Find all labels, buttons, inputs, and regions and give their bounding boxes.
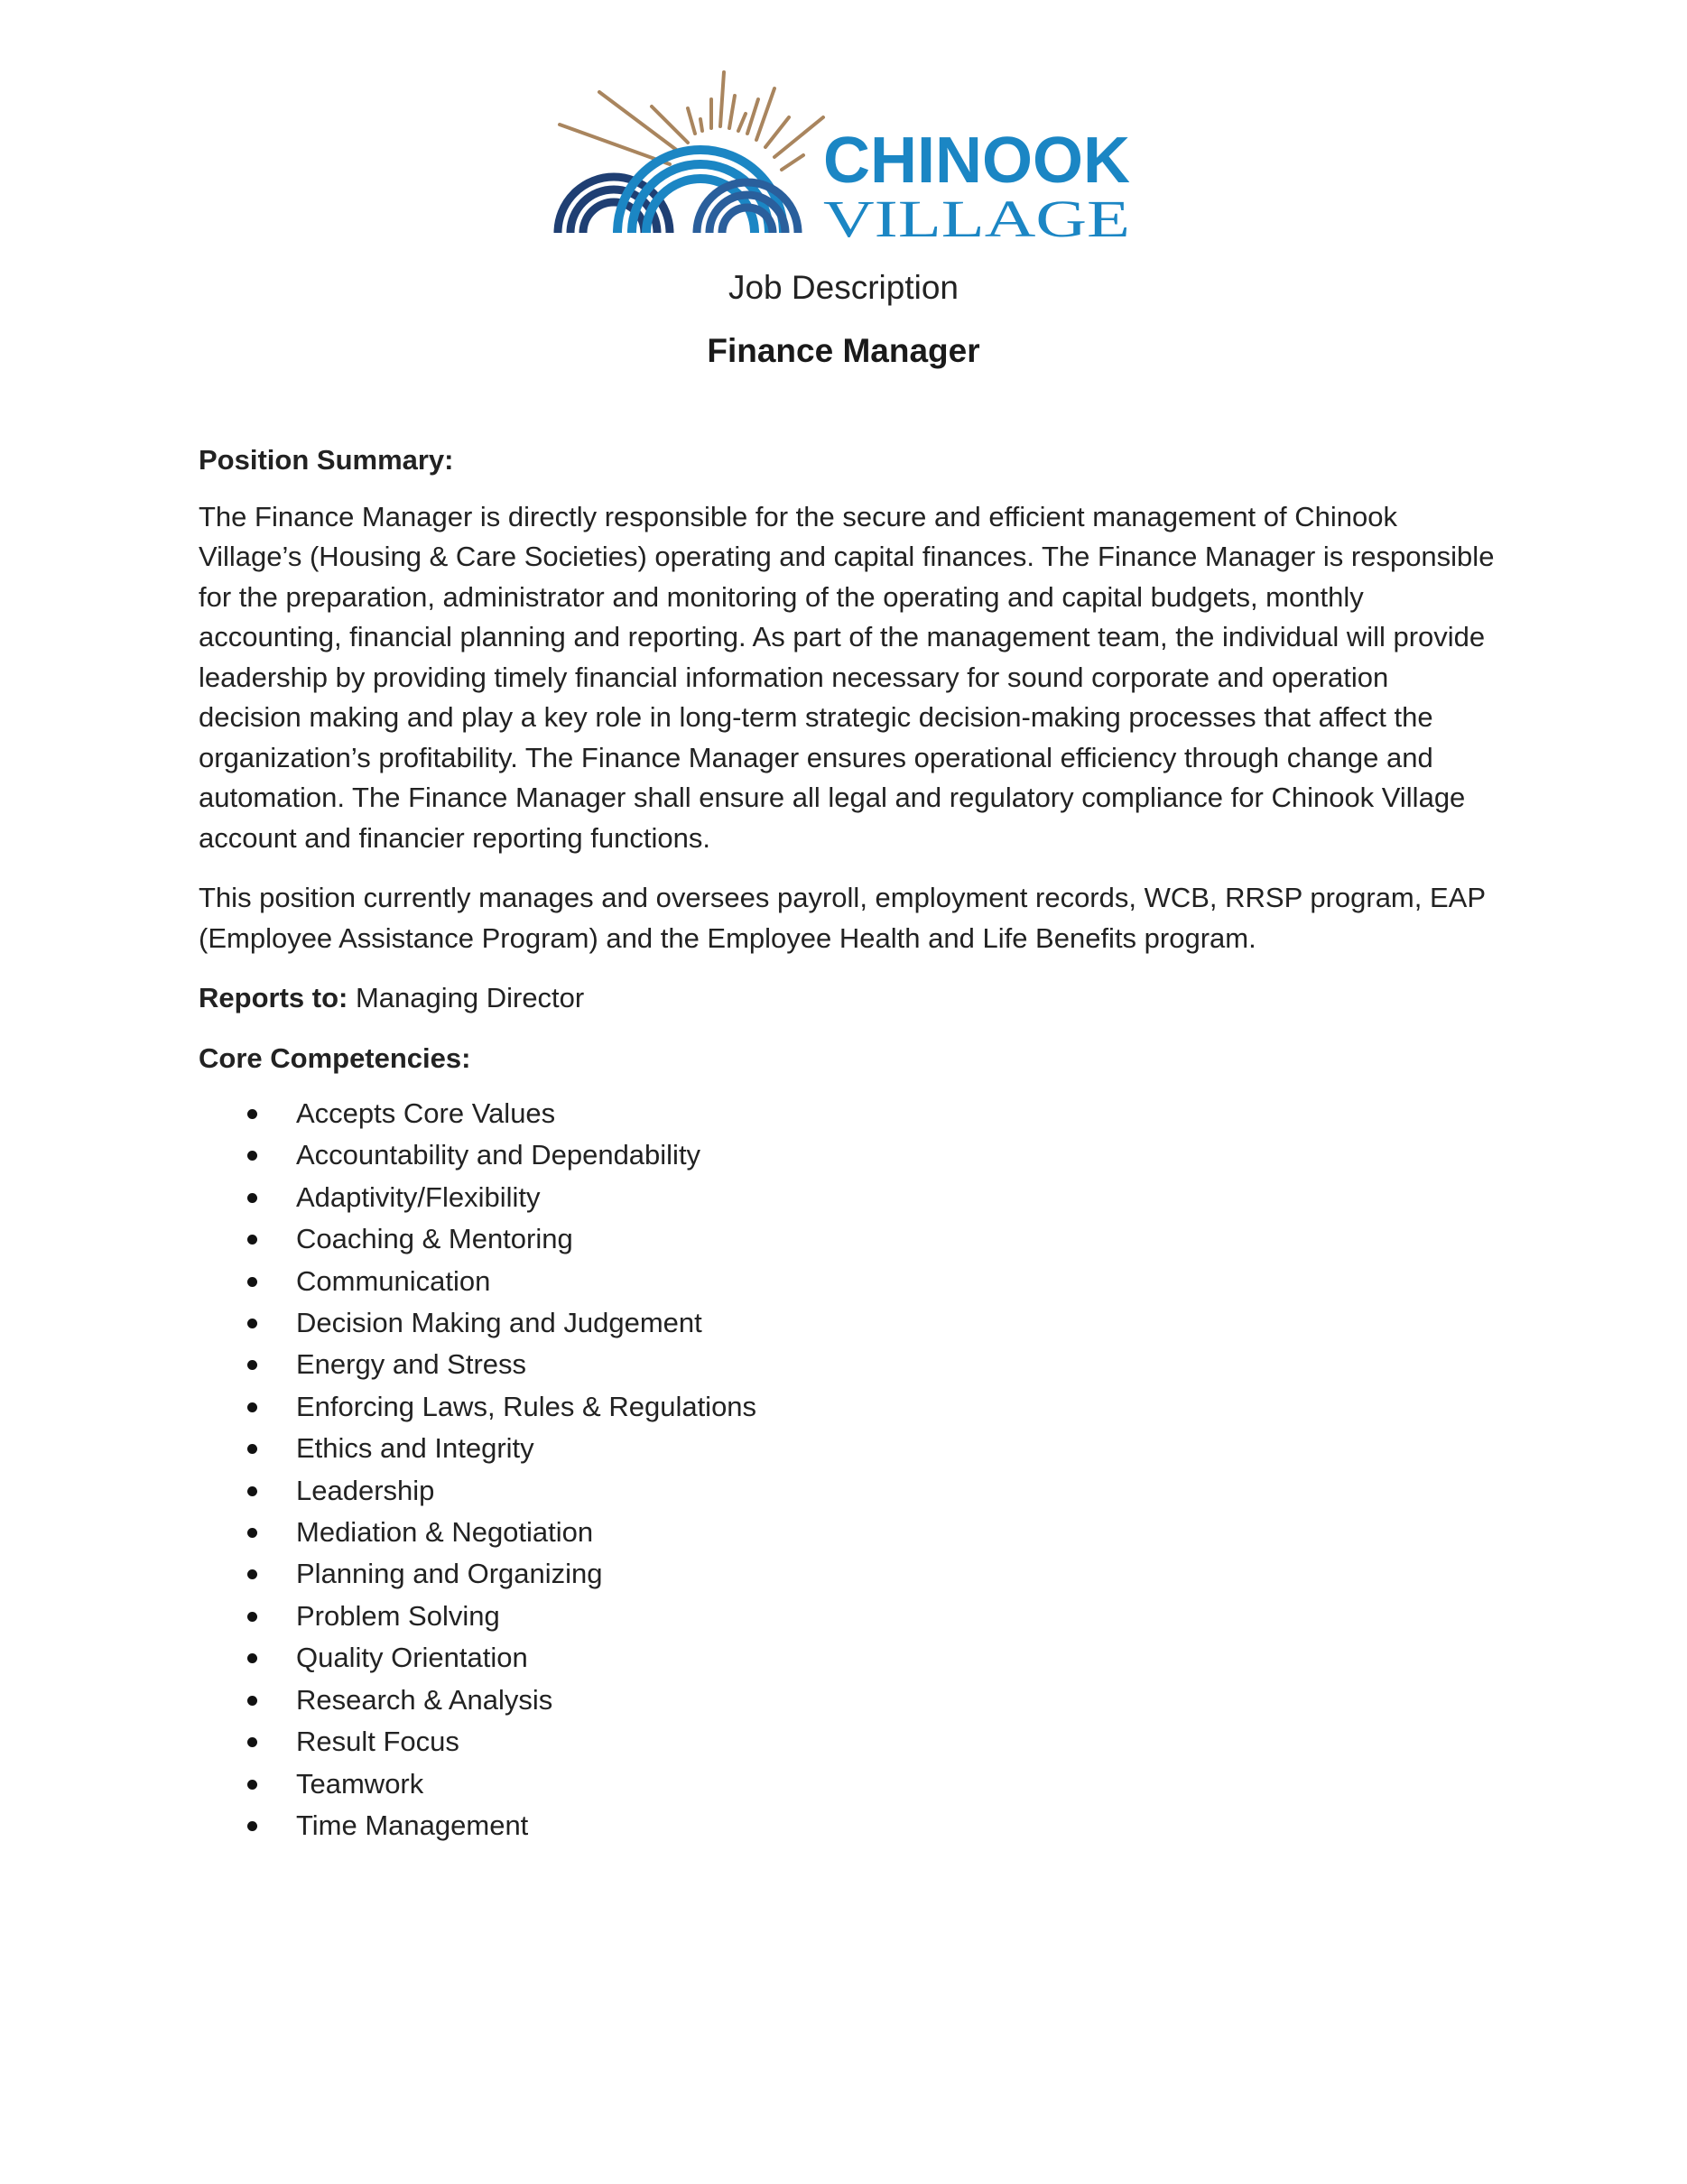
sun-rays xyxy=(560,72,823,170)
list-item xyxy=(199,1721,1498,1763)
list-item xyxy=(199,1093,1498,1134)
list-item xyxy=(199,1386,1498,1428)
document-body xyxy=(199,440,1498,1846)
list-item-label: Problem Solving xyxy=(296,1599,500,1632)
arches xyxy=(558,150,798,233)
position-summary-paragraph-1: The Finance Manager is directly responsible for the secure and efficient management of Chinook Village’s (Housing & Care Societies) operating and capital finances. The Finance Manager is responsible for the preparation, administrator and monitoring of the operating and capital budgets, monthly accounting, financial planning and reporting. As part of the management team, the individual will provide leadership by providing timely financial information necessary for sound corporate and operation decision making and play a key role in long-term strategic decision-making processes that affect the organization’s profitability. The Finance Manager ensures operational efficiency through change and automation. The Finance Manager shall ensure all legal and regulatory compliance for Chinook Village account and financier reporting functions. xyxy=(199,500,1495,854)
list-item-label: Accountability and Dependability xyxy=(296,1139,701,1171)
list-item-label: Energy and Stress xyxy=(296,1348,527,1381)
list-item xyxy=(199,1553,1498,1595)
reports-to xyxy=(199,978,1498,1019)
list-item-label: Enforcing Laws, Rules & Regulations xyxy=(296,1390,757,1422)
list-item-label: Time Management xyxy=(296,1809,529,1841)
list-item xyxy=(199,1428,1498,1469)
bullet-icon xyxy=(247,1277,257,1287)
core-competencies-heading: Core Competencies: xyxy=(199,1041,471,1074)
list-item-label: Mediation & Negotiation xyxy=(296,1516,594,1549)
logo-graphic xyxy=(552,63,1139,244)
bullet-icon xyxy=(247,1653,257,1663)
list-item xyxy=(199,1218,1498,1260)
bullet-icon xyxy=(247,1737,257,1747)
list-item-label: Research & Analysis xyxy=(296,1683,553,1716)
list-item xyxy=(199,1763,1498,1805)
bullet-icon xyxy=(247,1821,257,1831)
core-competencies-list xyxy=(199,1093,1498,1846)
list-item-label: Accepts Core Values xyxy=(296,1097,556,1129)
bullet-icon xyxy=(247,1569,257,1579)
bullet-icon xyxy=(247,1696,257,1706)
position-summary-heading: Position Summary: xyxy=(199,444,454,476)
list-item xyxy=(199,1261,1498,1302)
list-item xyxy=(199,1805,1498,1846)
list-item-label: Coaching & Mentoring xyxy=(296,1223,573,1255)
list-item-label: Ethics and Integrity xyxy=(296,1432,534,1465)
list-item xyxy=(199,1134,1498,1176)
chinook-village-logo xyxy=(552,63,1139,244)
logo-name-line1: CHINOOK xyxy=(823,125,1130,197)
reports-to-label: Reports to: xyxy=(199,982,348,1013)
list-item xyxy=(199,1470,1498,1512)
bullet-icon xyxy=(247,1360,257,1370)
list-item-label: Communication xyxy=(296,1264,491,1297)
list-item xyxy=(199,1302,1498,1344)
list-item xyxy=(199,1680,1498,1721)
list-item xyxy=(199,1596,1498,1637)
reports-to-value: Managing Director xyxy=(355,982,585,1013)
bullet-icon xyxy=(247,1612,257,1622)
list-item xyxy=(199,1344,1498,1385)
list-item-label: Planning and Organizing xyxy=(296,1558,603,1590)
list-item-label: Result Focus xyxy=(296,1726,459,1758)
list-item xyxy=(199,1637,1498,1679)
list-item-label: Adaptivity/Flexibility xyxy=(296,1180,541,1213)
bullet-icon xyxy=(247,1193,257,1203)
bullet-icon xyxy=(247,1780,257,1790)
logo-name-line2: VILLAGE xyxy=(823,190,1130,244)
bullet-icon xyxy=(247,1528,257,1538)
bullet-icon xyxy=(247,1319,257,1328)
bullet-icon xyxy=(247,1235,257,1245)
list-item-label: Decision Making and Judgement xyxy=(296,1307,702,1339)
list-item xyxy=(199,1512,1498,1553)
page-title: Finance Manager xyxy=(707,332,980,369)
bullet-icon xyxy=(247,1486,257,1496)
list-item-label: Quality Orientation xyxy=(296,1642,528,1674)
list-item-label: Leadership xyxy=(296,1474,435,1506)
bullet-icon xyxy=(247,1444,257,1454)
position-summary-paragraph-2: This position currently manages and oversees payroll, employment records, WCB, RRSP program, EAP (Employee Assistance Program) and the Employee Health and Life Benefits program. xyxy=(199,882,1486,954)
bullet-icon xyxy=(247,1109,257,1119)
list-item-label: Teamwork xyxy=(296,1767,424,1800)
bullet-icon xyxy=(247,1151,257,1161)
bullet-icon xyxy=(247,1402,257,1412)
list-item xyxy=(199,1177,1498,1218)
document-type: Job Description xyxy=(728,269,959,306)
